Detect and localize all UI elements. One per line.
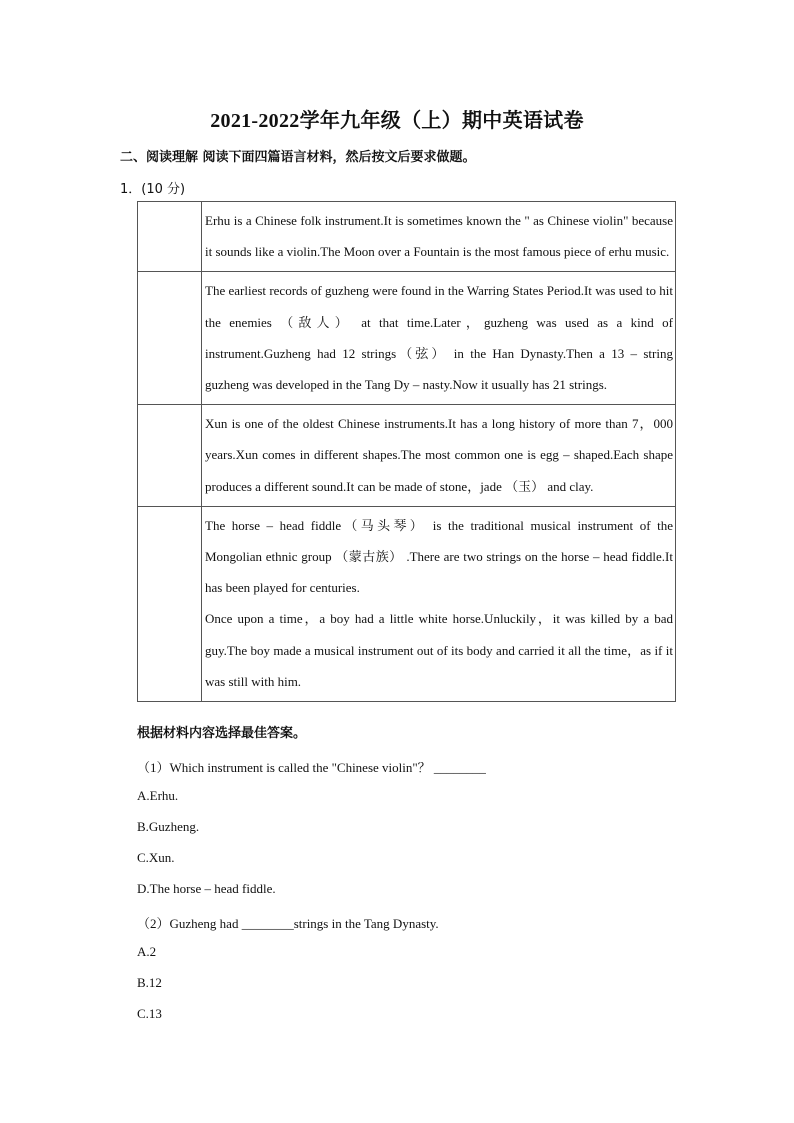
passage-cell — [202, 272, 676, 405]
passage-cell — [202, 506, 676, 701]
instruction: 根据材料内容选择最佳答案。 — [137, 726, 307, 741]
passage-row — [138, 272, 676, 405]
question-2-option-c[interactable]: C.13 — [137, 1006, 162, 1021]
question-1-stem: （1）Which instrument is called the "Chinese violin"？ ________ — [137, 760, 486, 775]
question-2-option-b[interactable]: B.12 — [137, 975, 162, 990]
question-2-stem: （2）Guzheng had ________strings in the Tang Dynasty. — [137, 916, 439, 931]
question-number: 1．(10 分) — [120, 182, 186, 197]
question-1-option-b[interactable]: B.Guzheng. — [137, 819, 200, 834]
passage-table — [137, 201, 676, 702]
question-1-option-c[interactable]: C.Xun. — [137, 850, 175, 865]
passage-xun: Xun is one of the oldest Chinese instruments.It has a long history of more than 7，000 years.Xun comes in different shapes.The most common one is egg – shaped.Each shape produces a different sound.It can be made of stone，jade （玉） and clay. — [205, 416, 673, 494]
passage-label-cell — [138, 405, 202, 507]
passage-label-cell — [138, 506, 202, 701]
passage-erhu: Erhu is a Chinese folk instrument.It is sometimes known the " as Chinese violin" because it sounds like a violin.The Moon over a Fountain is the most famous piece of erhu music. — [205, 213, 673, 260]
passage-label-cell — [138, 272, 202, 405]
question-1-option-d[interactable]: D.The horse – head fiddle. — [137, 881, 276, 896]
passage-row — [138, 506, 676, 701]
passage-label-cell — [138, 202, 202, 272]
passage-row — [138, 405, 676, 507]
passage-horse-head-fiddle-story: Once upon a time，a boy had a little white horse.Unluckily，it was killed by a bad guy.The boy made a musical instrument out of its body and carried it all the time，as if it was still with him. — [205, 611, 673, 689]
section-heading: 二、阅读理解 阅读下面四篇语言材料，然后按文后要求做题。 — [120, 150, 476, 165]
question-1-option-a[interactable]: A.Erhu. — [137, 788, 179, 803]
passage-guzheng: The earliest records of guzheng were found in the Warring States Period.It was used to hit the enemies （敌人） at that time.Later，guzheng was used as a kind of instrument.Guzheng had 12 strings（弦） in the Han Dynasty.Then a 13 – string guzheng was developed in the Tang Dy – nasty.Now it usually has 21 strings. — [205, 283, 673, 393]
question-2-option-a[interactable]: A.2 — [137, 944, 157, 959]
passage-cell — [202, 202, 676, 272]
passage-cell — [202, 405, 676, 507]
passage-row — [138, 202, 676, 272]
passage-horse-head-fiddle: The horse – head fiddle（马头琴） is the traditional musical instrument of the Mongolian ethnic group （蒙古族） .There are two strings on the horse – head fiddle.It has been played for centuries. — [205, 517, 673, 596]
page-title: 2021-2022学年九年级（上）期中英语试卷 — [210, 110, 584, 132]
